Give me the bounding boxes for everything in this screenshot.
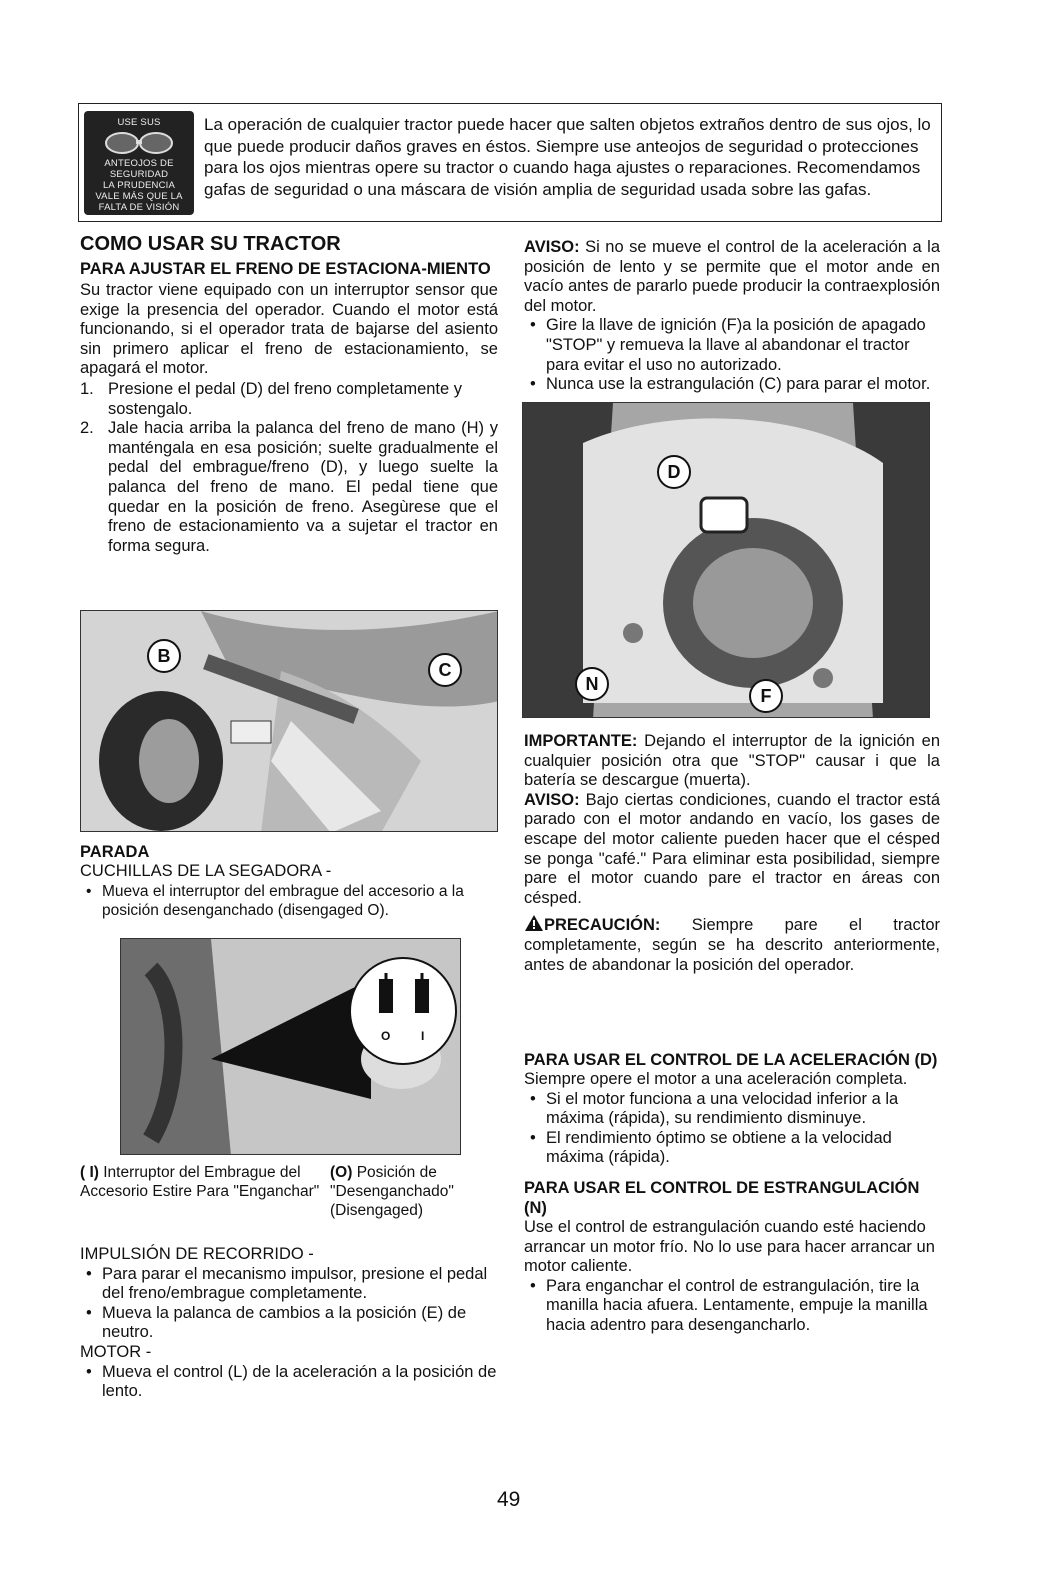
- safety-glasses-icon: [84, 128, 194, 158]
- engaged-symbol: I: [421, 1029, 425, 1043]
- choke-heading: PARA USAR EL CONTROL DE ESTRANGULACIÓN (N): [524, 1178, 920, 1217]
- step-number: 1.: [80, 379, 94, 398]
- caption-engage-text: Interruptor del Embrague del Accesorio Estire Para "Enganchar": [80, 1164, 320, 1200]
- choke-intro: Use el control de estrangulación cuando esté haciendo arrancar un motor frío. No lo use para hacer arrancar un motor caliente.: [524, 1217, 935, 1276]
- caption-engage: [80, 1163, 320, 1201]
- choke-bullet: • Para enganchar el control de estrangulación, tire la manilla hacia afuera. Lentamente, empuje la manilla hacia adentro para desengancharlo.: [524, 1277, 940, 1336]
- caption-disengage-key: (O): [330, 1164, 353, 1181]
- brake-step: [80, 419, 498, 556]
- precaucion-text: Siempre pare el tractor completamente, según se ha descrito anteriormente, antes de abandonar la posición del operador.: [524, 916, 940, 974]
- badge-line: ANTEOJOS DE: [104, 158, 174, 169]
- caption-engage-key: ( I): [80, 1164, 99, 1181]
- pto-switch-icon: [369, 973, 439, 1027]
- importante-label: IMPORTANTE:: [524, 732, 638, 750]
- callout-n: N: [575, 667, 609, 701]
- step-text: Jale hacia arriba la palanca del freno de mano (H) y manténgala en esa posición; suelte gradualmente el pedal del embrague/freno (D), y luego suelte la palanca del freno de mano. El pedal tiene que quedar en la posición de freno. Asegùrese que el freno de estacionamiento va a sujetar el tractor en forma segura.: [108, 419, 498, 555]
- badge-line: USE SUS: [117, 117, 161, 128]
- throttle-heading: PARA USAR EL CONTROL DE LA ACELERACIÓN (D): [524, 1051, 938, 1069]
- parking-brake-heading: PARA AJUSTAR EL FRENO DE ESTACIONA-MIENTO: [80, 260, 491, 278]
- precaucion-label: PRECAUCIÓN:: [544, 916, 661, 935]
- right-column-middle: [524, 732, 940, 975]
- drive-heading: IMPULSIÓN DE RECORRIDO -: [80, 1245, 314, 1263]
- drive-bullet: • Para parar el mecanismo impulsor, presione el pedal del freno/embrague completamente.: [80, 1265, 500, 1304]
- blades-heading: CUCHILLAS DE LA SEGADORA -: [80, 862, 332, 880]
- drive-bullet: • Mueva la palanca de cambios a la posición (E) de neutro.: [80, 1304, 500, 1343]
- eye-safety-warning-text: La operación de cualquier tractor puede hacer que salten objetos extraños dentro de sus ojos, lo que puede producir daños graves en éstos. Siempre use anteojos de seguridad o protecciones para los ojos mientras opere su tractor o cuando haga ajustes o reparaciones. Recomendamos gafas de seguridad o una máscara de visión amplia de seguridad usada sobre las gafas.: [204, 115, 931, 199]
- caption-disengage-text: Posición de "Desenganchado" (Disengaged): [330, 1164, 454, 1219]
- importante-paragraph: [524, 732, 940, 791]
- right-column-top: [524, 238, 940, 395]
- brake-step: [80, 380, 498, 419]
- throttle-bullet: • Si el motor funciona a una velocidad inferior a la máxima (rápida), su rendimiento disminuye.: [524, 1090, 940, 1129]
- aviso-throttle-paragraph: [524, 238, 940, 316]
- callout-b: B: [147, 639, 181, 673]
- callout-f: F: [749, 679, 783, 713]
- dashboard-photo: [522, 402, 930, 718]
- precaucion-paragraph: [524, 914, 940, 975]
- parking-brake-intro: Su tractor viene equipado con un interruptor sensor que exige la presencia del operador. Cuando el motor está funcionando, si el operador trata de bajarse del asiento sin primero aplicar el freno de estacionamiento, se apagará el motor.: [80, 281, 498, 378]
- warning-triangle-icon: [524, 914, 544, 932]
- throttle-bullet: • El rendimiento óptimo se obtiene a la velocidad máxima (rápida).: [524, 1129, 940, 1168]
- callout-d: D: [657, 455, 691, 489]
- aviso-text: Si no se mueve el control de la aceleración a la posición de lento y se permite que el motor ande en vacío antes de pararlo puede producir la contraexplosión del motor.: [524, 238, 940, 315]
- aviso-bullet: • Gire la llave de ignición (F)a la posición de apagado "STOP" y remueva la llave al abandonar el tractor para evitar el uso no autorizado.: [524, 316, 940, 375]
- brake-pedal-illustration: [81, 611, 498, 832]
- badge-line: SEGURIDAD: [109, 169, 169, 180]
- badge-line: VALE MÁS QUE LA: [95, 191, 183, 202]
- step-number: 2.: [80, 419, 94, 438]
- brake-pedal-photo: [80, 610, 498, 832]
- page-number: 49: [497, 1488, 521, 1511]
- caption-disengage: [330, 1163, 500, 1220]
- left-column-bottom: [80, 1245, 500, 1402]
- aviso-label: AVISO:: [524, 790, 580, 809]
- importante-text: Dejando el interruptor de la ignición en cualquier posición otra que "STOP" causar i que la batería se descargue (muerta).: [524, 732, 940, 790]
- aviso-bullet: • Nunca use la estrangulación (C) para parar el motor.: [524, 375, 940, 395]
- badge-line: FALTA DE VISIÓN: [98, 202, 180, 213]
- attachment-clutch-photo: [120, 938, 461, 1155]
- aviso-exhaust-paragraph: [524, 791, 940, 909]
- aviso-label: AVISO:: [524, 238, 580, 256]
- safety-glasses-badge: [84, 111, 194, 215]
- motor-heading: MOTOR -: [80, 1342, 152, 1361]
- step-text: Presione el pedal (D) del freno completamente y sostengalo.: [108, 379, 463, 418]
- badge-line: LA PRUDENCIA: [102, 180, 176, 191]
- throttle-intro: Siempre opere el motor a una aceleración completa.: [524, 1070, 908, 1088]
- section-title: COMO USAR SU TRACTOR: [80, 233, 341, 255]
- left-column-top: [80, 233, 498, 556]
- right-column-bottom: [524, 1050, 940, 1336]
- stop-heading: PARADA: [80, 843, 150, 861]
- blades-bullet: • Mueva el interruptor del embrague del accesorio a la posición desenganchado (disengaged O).: [80, 882, 500, 920]
- clutch-detail-circle: [349, 957, 457, 1065]
- disengaged-symbol: O: [381, 1029, 391, 1043]
- aviso-text: Bajo ciertas condiciones, cuando el tractor está parado con el motor andando en vacío, los gases de escape del motor caliente pueden hacer que el césped se ponga "café." Para eliminar esta posibilidad, siempre pare el motor cuando pare el tractor en áreas con césped.: [524, 790, 940, 907]
- callout-c: C: [428, 653, 462, 687]
- motor-bullet: • Mueva el control (L) de la aceleración a la posición de lento.: [80, 1363, 500, 1402]
- left-column-middle: [80, 842, 500, 920]
